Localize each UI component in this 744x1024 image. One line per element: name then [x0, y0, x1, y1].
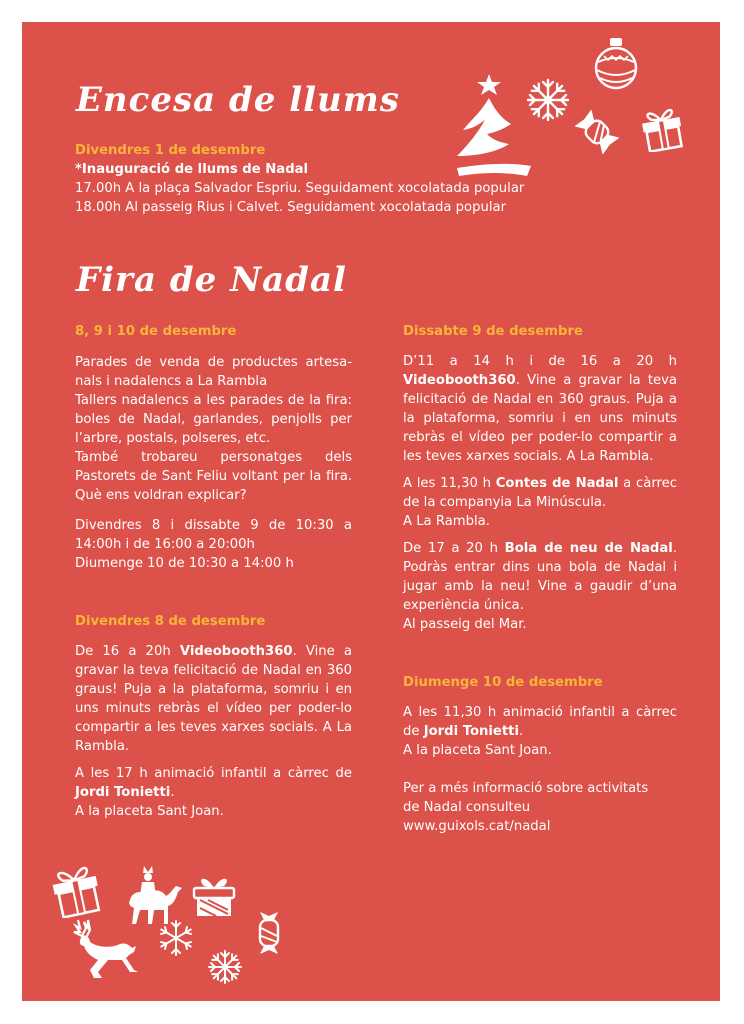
right-block2-date: Diumenge 10 de desembre: [403, 675, 603, 690]
info-line2: de Nadal consulteu: [403, 800, 531, 815]
right-block1-date: Dissabte 9 de desembre: [403, 324, 583, 339]
section1-line2: 18.00h Al passeig Rius i Calvet. Seguidament xocolatada popular: [75, 200, 507, 215]
section-title-fira: Fira de Nadal: [76, 260, 347, 300]
left-block2-date: Divendres 8 de desembre: [75, 614, 266, 629]
section-title-encesa: Encesa de llums: [76, 80, 400, 120]
performer-highlight: Jordi Tonietti: [423, 724, 519, 739]
left-block1-p3: També trobareu personatges dels Pastorets de Sant Feliu voltant per la fira. Què ens voldran explicar?: [75, 450, 352, 503]
contes-highlight: Contes de Nadal: [495, 476, 619, 491]
section1-line1: 17.00h A la plaça Salvador Espriu. Seguidament xocolatada popular: [75, 181, 525, 196]
right-block1-p2: A les 11,30 h Contes de Nadal a càrrec de la companyia La Minúscula.: [403, 476, 678, 510]
snowflake-icon: [525, 77, 571, 123]
candy-icon: [575, 108, 619, 156]
christmas-tree-icon: [457, 72, 533, 182]
left-block1-date: 8, 9 i 10 de desembre: [75, 324, 237, 339]
section1-content: [75, 141, 635, 217]
right-block1-p3: De 17 a 20 h Bola de neu de Nadal. Podràs entrar dins una bola de Nadal i jugar amb la neu! Vine a gaudir d’una experiència única.: [403, 541, 677, 613]
left-block1-hours1: Divendres 8 i dissabte 9 de 10:30 a 14:00h i de 16:00 a 20:00h: [75, 518, 352, 552]
performer-highlight: Jordi Tonietti: [75, 785, 171, 800]
gift-icon: [50, 860, 104, 918]
left-block2-p3: A la placeta Sant Joan.: [75, 804, 224, 819]
left-block2-p2: A les 17 h animació infantil a càrrec de Jordi Tonietti.: [75, 766, 352, 800]
snowflake-icon: [206, 948, 244, 986]
videobooth-highlight: Videobooth360: [179, 644, 293, 659]
gift-icon: [639, 102, 687, 152]
section1-subtitle: *Inauguració de llums de Nadal: [75, 162, 309, 177]
right-block1-p3-place: Al passeig del Mar.: [403, 617, 527, 632]
left-block1-hours2: Diumenge 10 de 10:30 a 14:00 h: [75, 556, 294, 571]
snowflake-icon: [156, 918, 196, 958]
right-block2-p2: A la placeta Sant Joan.: [403, 743, 552, 758]
videobooth-highlight: Videobooth360: [403, 373, 516, 388]
left-column: [75, 322, 352, 821]
right-column: [403, 322, 677, 836]
info-line1: Per a més informació sobre activitats: [403, 781, 649, 796]
ornament-ball-icon: [592, 36, 640, 92]
bola-highlight: Bola de neu de Nadal: [504, 541, 673, 556]
right-block1-p2-place: A La Rambla.: [403, 514, 490, 529]
candy-icon: [254, 910, 284, 956]
flyer-panel: [22, 22, 720, 1001]
right-block1-p1: D’11 a 14 h i de 16 a 20 h Videobooth360. Vine a gravar la teva felicitació de Nadal en 360 graus. Puja a la plataforma, somriu i en uns minuts rebràs el vídeo per poder-lo compartir a les teves xarxes socials. A La Rambla.: [403, 354, 677, 464]
gift-icon: [190, 870, 238, 920]
left-block1-p1: Parades de venda de productes artesanals i nadalencs a La Rambla: [75, 355, 352, 389]
left-block2-p1: De 16 a 20h Videobooth360. Vine a gravar la teva felicitació de Nadal en 360 graus! Puja a la plataforma, somriu i en uns minuts rebràs el vídeo per poder-lo compartir a les teves xarxes socials. A La Rambla.: [75, 644, 352, 754]
reindeer-icon: [64, 918, 138, 984]
right-block2-p1: A les 11,30 h animació infantil a càrrec de Jordi Tonietti.: [403, 705, 677, 739]
section1-date: Divendres 1 de desembre: [75, 143, 266, 158]
left-block1-p2: Tallers nadalencs a les parades de la fira: boles de Nadal, garlandes, penjolls per l’arbre, postals, polseres, etc.: [75, 393, 352, 446]
info-url[interactable]: www.guixols.cat/nadal: [403, 819, 551, 834]
